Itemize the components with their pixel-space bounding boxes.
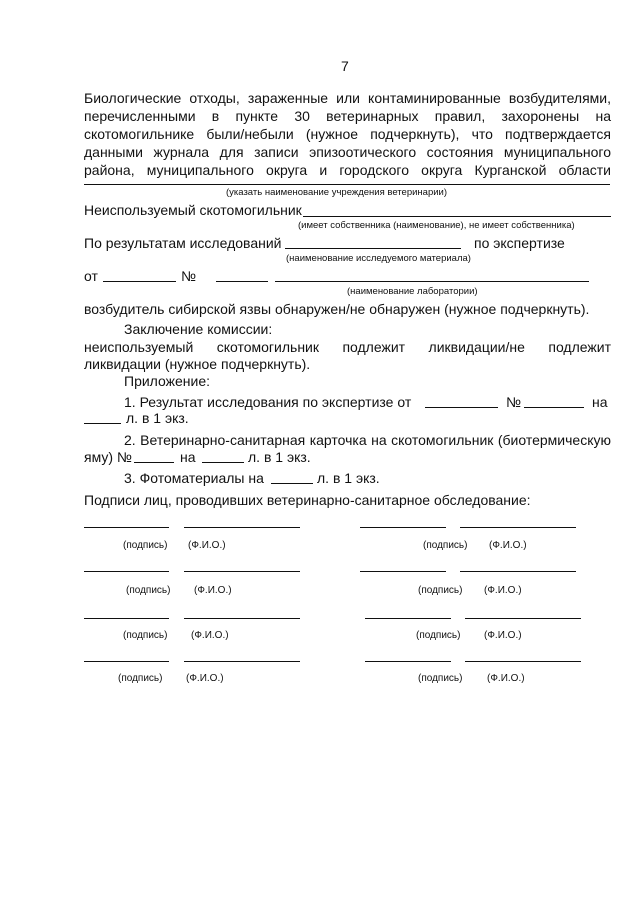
name-caption: (Ф.И.О.) bbox=[484, 585, 522, 596]
material-field-line[interactable] bbox=[285, 248, 461, 249]
signature-line[interactable] bbox=[365, 618, 451, 619]
item-2-number-line[interactable] bbox=[134, 462, 174, 463]
hint-owner: (имеет собственника (наименование), не имеет собственника) bbox=[298, 220, 575, 231]
name-line[interactable] bbox=[184, 661, 300, 662]
signature-caption: (подпись) bbox=[118, 673, 163, 684]
commission-title: Заключение комиссии: bbox=[124, 321, 273, 337]
item-1-number-sign: № bbox=[506, 394, 522, 410]
institution-field-line[interactable] bbox=[84, 184, 610, 185]
name-caption: (Ф.И.О.) bbox=[194, 585, 232, 596]
number-field-line[interactable] bbox=[216, 281, 268, 282]
name-line[interactable] bbox=[460, 527, 576, 528]
hint-institution: (указать наименование учреждения ветеринарии) bbox=[226, 187, 448, 198]
signature-line[interactable] bbox=[365, 661, 451, 662]
item-3-text: 3. Фотоматериалы на bbox=[124, 470, 264, 486]
research-label: По результатам исследований bbox=[84, 235, 282, 251]
hint-material: (наименование исследуемого материала) bbox=[286, 253, 471, 264]
name-caption: (Ф.И.О.) bbox=[186, 673, 224, 684]
commission-line-2: ликвидации (нужное подчеркнуть). bbox=[84, 356, 311, 372]
signature-caption: (подпись) bbox=[123, 540, 168, 551]
hint-lab: (наименование лаборатории) bbox=[347, 286, 478, 297]
unused-burial-label: Неиспользуемый скотомогильник bbox=[84, 202, 302, 218]
name-line[interactable] bbox=[184, 527, 300, 528]
signature-line[interactable] bbox=[84, 571, 169, 572]
signature-caption: (подпись) bbox=[423, 540, 468, 551]
lab-field-line[interactable] bbox=[275, 281, 589, 282]
signature-line[interactable] bbox=[84, 661, 169, 662]
anthrax-line: возбудитель сибирской язвы обнаружен/не обнаружен (нужное подчеркнуть). bbox=[84, 301, 590, 317]
number-sign: № bbox=[181, 268, 197, 284]
signature-line[interactable] bbox=[84, 618, 169, 619]
name-caption: (Ф.И.О.) bbox=[489, 540, 527, 551]
name-line[interactable] bbox=[465, 661, 581, 662]
item-1-date-line[interactable] bbox=[425, 407, 498, 408]
commission-line-1: неиспользуемый скотомогильник подлежит ликвидации/не подлежит bbox=[84, 339, 611, 355]
date-field-line[interactable] bbox=[103, 281, 176, 282]
intro-line-3: скотомогильнике были/небыли (нужное подчеркнуть), что подтверждается bbox=[84, 126, 611, 142]
signature-line[interactable] bbox=[360, 527, 446, 528]
expertise-label: по экспертизе bbox=[474, 235, 565, 251]
signature-line[interactable] bbox=[360, 571, 446, 572]
signature-caption: (подпись) bbox=[418, 585, 463, 596]
name-caption: (Ф.И.О.) bbox=[484, 630, 522, 641]
signature-line[interactable] bbox=[84, 527, 169, 528]
item-1-pages-line[interactable] bbox=[84, 423, 121, 424]
name-line[interactable] bbox=[465, 618, 581, 619]
intro-line-1: Биологические отходы, зараженные или контаминированные возбудителями, bbox=[84, 90, 611, 106]
owner-field-line[interactable] bbox=[303, 216, 611, 217]
name-line[interactable] bbox=[460, 571, 576, 572]
name-caption: (Ф.И.О.) bbox=[487, 673, 525, 684]
signature-caption: (подпись) bbox=[126, 585, 171, 596]
signature-caption: (подпись) bbox=[418, 673, 463, 684]
appendix-title: Приложение: bbox=[124, 373, 211, 389]
intro-line-5: района, муниципального округа и городского округа Курганской области bbox=[84, 162, 611, 178]
item-3-copies: л. в 1 экз. bbox=[317, 470, 380, 486]
item-1-text: 1. Результат исследования по экспертизе от bbox=[124, 394, 412, 410]
item-2-copies: л. в 1 экз. bbox=[248, 449, 311, 465]
name-line[interactable] bbox=[184, 571, 300, 572]
item-1-copies: л. в 1 экз. bbox=[126, 410, 189, 426]
signature-caption: (подпись) bbox=[123, 630, 168, 641]
signatures-title: Подписи лиц, проводивших ветеринарно-санитарное обследование: bbox=[84, 492, 531, 508]
item-2-line-1: 2. Ветеринарно-санитарная карточка на скотомогильник (биотермическую bbox=[124, 432, 611, 448]
intro-line-4: данными журнала для записи эпизоотического состояния муниципального bbox=[84, 144, 611, 160]
from-label: от bbox=[84, 268, 98, 284]
item-3-pages-line[interactable] bbox=[271, 483, 313, 484]
name-caption: (Ф.И.О.) bbox=[191, 630, 229, 641]
name-caption: (Ф.И.О.) bbox=[188, 540, 226, 551]
item-1-number-line[interactable] bbox=[524, 407, 584, 408]
item-1-on: на bbox=[592, 394, 608, 410]
signature-caption: (подпись) bbox=[416, 630, 461, 641]
page-number: 7 bbox=[341, 58, 349, 74]
item-2-pages-line[interactable] bbox=[202, 462, 244, 463]
item-2-on: на bbox=[180, 449, 196, 465]
name-line[interactable] bbox=[184, 618, 300, 619]
intro-line-2: перечисленными в пункте 30 ветеринарных правил, захоронены на bbox=[84, 108, 611, 124]
item-2-pit-label: яму) № bbox=[84, 449, 132, 465]
